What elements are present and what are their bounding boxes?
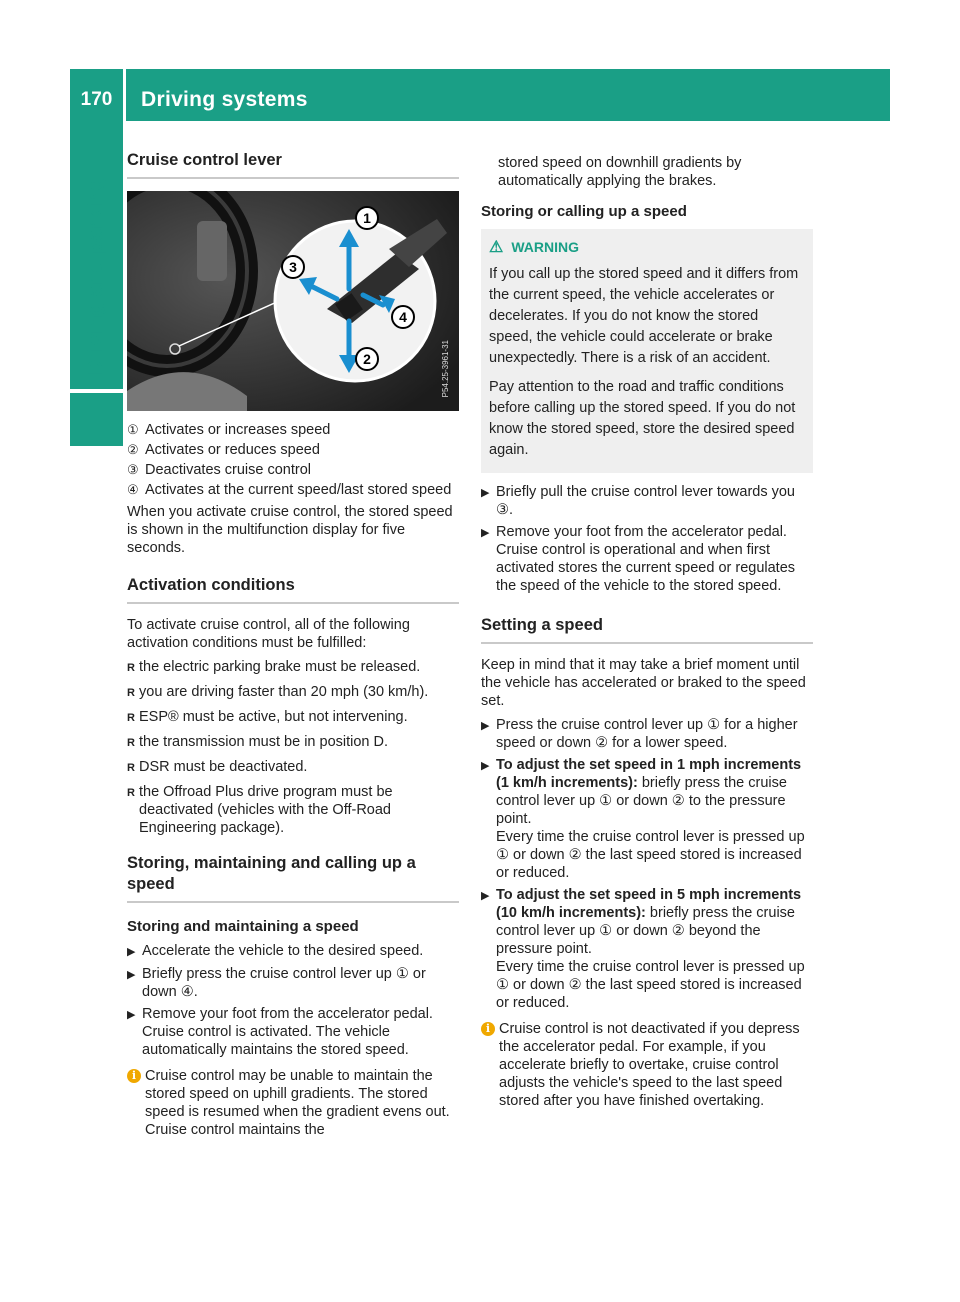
section-title: Driving systems — [141, 88, 308, 111]
callout-1: 1 — [363, 210, 371, 226]
figure-code: P54.25-3961-31 — [441, 339, 450, 397]
page-number: 170 — [80, 89, 113, 110]
heading-rule — [481, 642, 813, 644]
warning-icon: ⚠ — [489, 239, 504, 256]
activation-intro: To activate cruise control, all of the following activation conditions must be fulfilled: — [127, 617, 410, 651]
warning-box — [481, 229, 813, 473]
cruise-control-heading: Cruise control lever — [127, 151, 282, 169]
condition-item: R the electric parking brake must be released. — [127, 659, 421, 675]
header-divider — [123, 69, 126, 121]
warning-text: If you call up the stored speed and it differs from the current speed, the vehicle accelerates or decelerates. If you do not know the stored speed, the vehicle could accelerate or brake unexpectedly. There is a risk of an accident. — [489, 266, 799, 366]
condition-item: R you are driving faster than 20 mph (30 km/h). — [127, 684, 429, 700]
continued-text: stored speed on downhill gradients by automatically applying the brakes. — [498, 155, 742, 189]
condition-item: R the transmission must be in position D. — [127, 734, 389, 750]
left-column — [127, 150, 459, 1139]
calling-step: ▶ Briefly pull the cruise control lever towards you ③. — [481, 484, 795, 518]
legend-item: ② Activates or reduces speed — [127, 442, 320, 458]
setting-step: ▶ To adjust the set speed in 5 mph increments (10 km/h increments): briefly press the cruise control lever up ① or down ② beyond the pressure point. Every time the cruise control lever is pressed up ① or down ② the last speed stored is increased or reduced. — [481, 887, 805, 1011]
callout-2: 2 — [363, 351, 371, 367]
calling-step: ▶ Remove your foot from the accelerator pedal. Cruise control is operational and when first activated stores the current speed or regulates the speed of the vehicle to the stored speed. — [481, 524, 796, 594]
callout-3: 3 — [289, 259, 297, 275]
calling-heading: Storing or calling up a speed — [481, 203, 687, 220]
chapter-title: Driving and parking — [84, 177, 107, 375]
storing-subheading: Storing and maintaining a speed — [127, 918, 359, 935]
condition-item: R DSR must be deactivated. — [127, 759, 308, 775]
info-note: i Cruise control may be unable to maintain the stored speed on uphill gradients. The stored speed is resumed when the gradient evens out. Cruise control maintains the — [127, 1067, 459, 1139]
cruise-lever-illustration — [127, 191, 459, 411]
cruise-lever-figure — [127, 191, 459, 411]
warning-title: WARNING — [511, 239, 580, 255]
setting-step: ▶ Press the cruise control lever up ① for a higher speed or down ② for a lower speed. — [481, 717, 798, 751]
storing-step: ▶ Accelerate the vehicle to the desired speed. — [127, 943, 424, 959]
storing-step: ▶ Remove your foot from the accelerator pedal. Cruise control is activated. The vehicle automatically maintains the stored speed. — [127, 1006, 433, 1058]
intro-paragraph: When you activate cruise control, the stored speed is shown in the multifunction display for five seconds. — [127, 504, 453, 556]
activation-heading: Activation conditions — [127, 576, 295, 594]
setting-step: ▶ To adjust the set speed in 1 mph increments (1 km/h increments): briefly press the cruise control lever up ① or down ② to the pressure point. Every time the cruise control lever is pressed up ① or down ② the last speed stored is increased or reduced. — [481, 757, 805, 881]
setting-heading: Setting a speed — [481, 616, 603, 634]
storing-heading: Storing, maintaining and calling up a speed — [127, 854, 416, 893]
info-icon: i — [481, 1022, 495, 1036]
info-note: i Cruise control is not deactivated if you depress the accelerator pedal. For example, if you accelerate briefly to overtake, cruise control adjusts the vehicle's speed to the last speed stored after you have finished overtaking. — [481, 1020, 813, 1110]
callout-4: 4 — [399, 309, 407, 325]
setting-intro: Keep in mind that it may take a brief moment until the vehicle has accelerated or braked to the speed set. — [481, 657, 806, 709]
storing-step: ▶ Briefly press the cruise control lever up ① or down ④. — [127, 966, 426, 1000]
condition-item: R ESP® must be active, but not intervening. — [127, 709, 408, 725]
legend-item: ① Activates or increases speed — [127, 422, 331, 438]
heading-rule — [127, 177, 459, 179]
legend-item: ③ Deactivates cruise control — [127, 462, 312, 478]
info-icon: i — [127, 1069, 141, 1083]
legend-item: ④ Activates at the current speed/last stored speed — [127, 482, 452, 498]
chapter-marker — [70, 393, 123, 446]
heading-rule — [127, 901, 459, 903]
warning-text: Pay attention to the road and traffic conditions before calling up the stored speed. If you do not know the stored speed, store the desired speed again. — [489, 379, 796, 458]
right-column — [481, 154, 813, 1110]
heading-rule — [127, 602, 459, 604]
condition-item: R the Offroad Plus drive program must be deactivated (vehicles with the Off-Road Engineering package). — [127, 784, 393, 836]
